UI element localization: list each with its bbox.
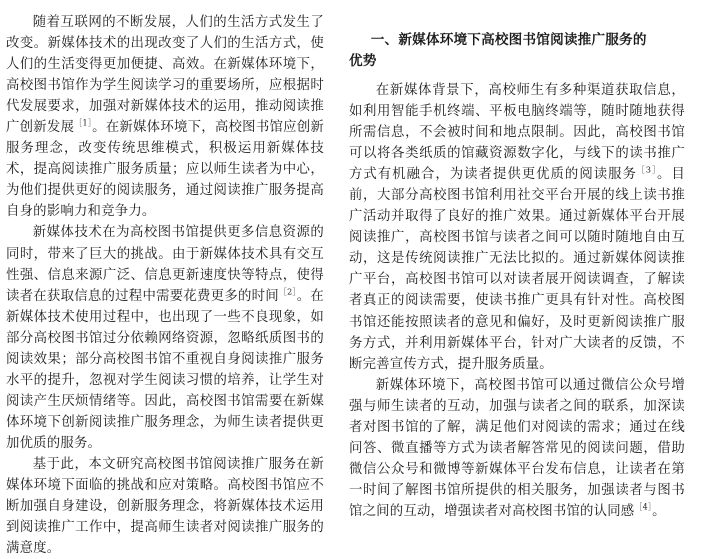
citation-ref: ［4］ bbox=[634, 502, 653, 512]
citation-ref: ［3］ bbox=[636, 165, 658, 175]
citation-ref: ［1］ bbox=[74, 118, 93, 128]
paragraph: 基于此，本文研究高校图书馆阅读推广服务在新媒体环境下面临的挑战和应对策略。高校图书馆应不断加强自身建设，创新服务理念，将新媒体技术运用到阅读推广工作中，提高师生读者对阅读推广服务的满意度。 bbox=[6, 456, 324, 557]
paragraph: 随着互联网的不断发展，人们的生活方式发生了改变。新媒体技术的出现改变了人们的生活方式，使人们的生活变得更加便捷、高效。在新媒体环境下，高校图书馆作为学生阅读学习的重要场所，应根据时代发展要求，加强对新媒体技术的运用，推动阅读推广创新发展$^{[1]}$。在新媒体环境下，高校图书馆应创新服务理念，改变传统思维模式，积极运用新媒体技术，提高阅读推广服务质量；应以师生读者为中心，为他们提供更好的阅读服务，通过阅读推广服务提高自身的影响力和竞争力。 bbox=[6, 15, 324, 220]
paragraph: 新媒体技术在为高校图书馆提供更多信息资源的同时，带来了巨大的挑战。由于新媒体技术具有交互性强、信息来源广泛、信息更新速度快等特点，使得读者在获取信息的过程中需要花费更多的时间$^{[2]}$。在新媒体技术使用过程中，也出现了一些不良现象，如部分高校图书馆过分依赖网络资源，忽略纸质图书的阅读效果；部分高校图书馆不重视自身阅读推广服务水平的提升，忽视对学生阅读习惯的培养，让学生对阅读产生厌烦情绪等。因此，高校图书馆需要在新媒体环境下创新阅读推广服务理念，为师生读者提供更加优质的服务。 bbox=[6, 225, 325, 451]
left-column bbox=[6, 12, 324, 559]
right-column bbox=[349, 30, 685, 522]
paragraph: 在新媒体背景下，高校师生有多种渠道获取信息，如利用智能手机终端、平板电脑终端等，随时随地获得所需信息，不会被时间和地点限制。因此，高校图书馆可以将各类纸质的馆藏资源数字化，与线下的读书推广方式有机融合，为读者提供更优质的阅读服务$^{[3]}$。目前，大部分高校图书馆利用社交平台开展的线上读书推广活动并取得了良好的推广效果。通过新媒体平台开展阅读推广，高校图书馆与读者之间可以随时随地自由互动，这是传统阅读推广无法比拟的。通过新媒体阅读推广平台，高校图书馆可以对读者展开阅读调查，了解读者真正的阅读需要，使读书推广更具有针对性。高校图书馆还能按照读者的意见和偏好，及时更新阅读推广服务方式，并利用新媒体平台，针对广大读者的反馈，不断完善宣传方式，提升服务质量。 bbox=[349, 83, 686, 372]
section-heading: 一、新媒体环境下高校图书馆阅读推广服务的 优势 bbox=[349, 32, 647, 69]
paragraph: 新媒体环境下，高校图书馆可以通过微信公众号增强与师生读者的互动，加强与读者之间的联系，加深读者对图书馆的了解，满足他们对阅读的需求；通过在线问答、微直播等方式为读者解答常见的阅读问题，借助微信公众号和微博等新媒体平台发布信息，让读者在第一时间了解图书馆所提供的相关服务，加强读者与图书馆之间的互动，增强读者对高校图书馆的认同感$^{[4]}$。 bbox=[349, 377, 685, 519]
citation-ref: ［2］ bbox=[278, 287, 297, 297]
